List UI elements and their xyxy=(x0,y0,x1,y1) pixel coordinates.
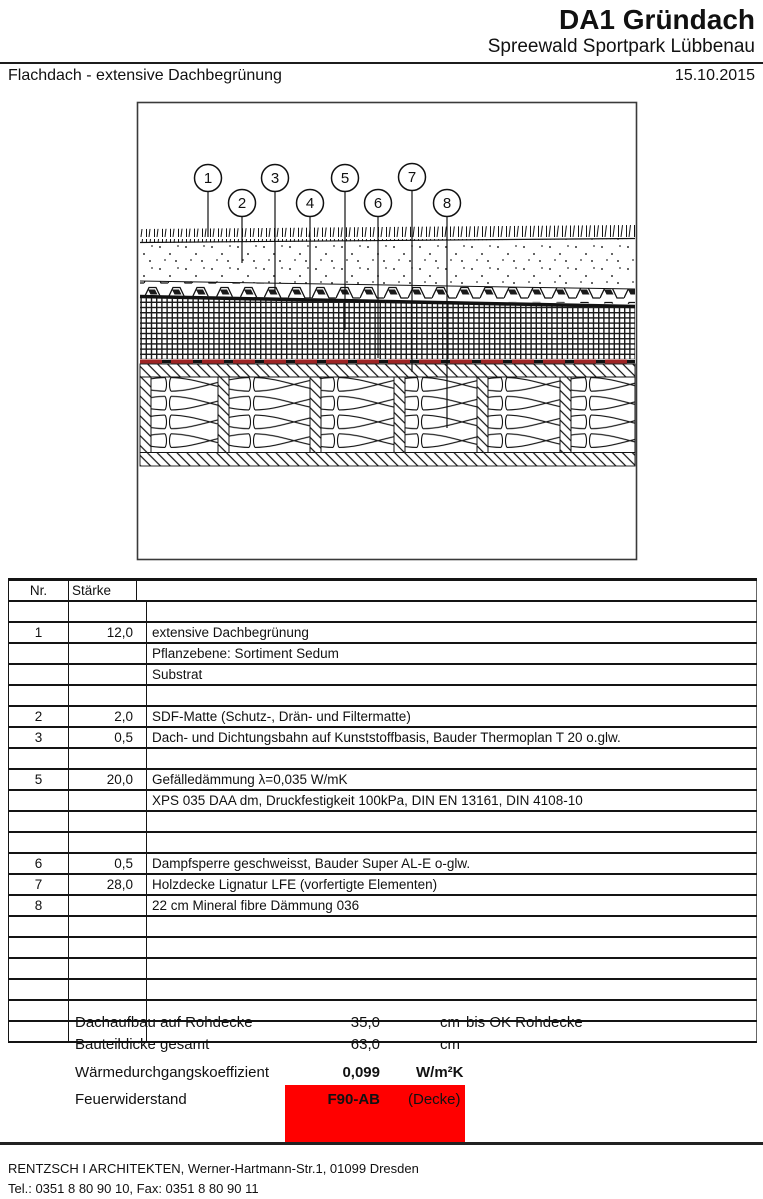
callout-number-5: 5 xyxy=(340,170,350,188)
table-row xyxy=(8,875,757,896)
cell-staerke xyxy=(69,749,147,768)
footer-divider xyxy=(0,1142,763,1145)
summary-unit: cm xyxy=(440,1014,460,1031)
cell-nr xyxy=(8,791,69,810)
cell-description: Holzdecke Lignatur LFE (vorfertigte Elementen) xyxy=(147,875,757,894)
layer-table xyxy=(8,578,757,1043)
table-row xyxy=(8,686,757,707)
callout-number-8: 8 xyxy=(442,195,452,213)
table-row xyxy=(8,812,757,833)
cell-description xyxy=(147,749,757,768)
roof-section-drawing xyxy=(133,98,640,562)
doc-title: Flachdach - extensive Dachbegrünung xyxy=(8,67,282,84)
table-row xyxy=(8,665,757,686)
cell-nr: 7 xyxy=(8,875,69,894)
cell-staerke xyxy=(69,917,147,936)
footer-address: RENTZSCH I ARCHITEKTEN, Werner-Hartmann-Str.1, 01099 Dresden xyxy=(8,1161,419,1176)
cell-nr: 2 xyxy=(8,707,69,726)
table-row xyxy=(8,833,757,854)
cell-description xyxy=(147,833,757,852)
table-row xyxy=(8,938,757,959)
summary-unit: W/m²K xyxy=(416,1064,464,1081)
cell-description: Gefälledämmung λ=0,035 W/mK xyxy=(147,770,757,789)
page-title: DA1 Gründach xyxy=(558,4,755,35)
cell-nr: 5 xyxy=(8,770,69,789)
layer-substrat xyxy=(140,239,635,289)
cell-staerke xyxy=(69,959,147,978)
cell-nr xyxy=(8,938,69,957)
cell-staerke: 28,0 xyxy=(69,875,147,894)
footer-phone: Tel.: 0351 8 80 90 10, Fax: 0351 8 80 90 11 xyxy=(8,1181,259,1196)
summary-value: 35,0 xyxy=(350,1014,380,1031)
col-header-desc xyxy=(137,581,757,600)
cell-nr xyxy=(8,602,69,621)
cell-nr: 8 xyxy=(8,896,69,915)
table-row xyxy=(8,854,757,875)
summary-label: Wärmedurchgangskoeffizient xyxy=(75,1064,269,1081)
cell-description xyxy=(147,959,757,978)
cell-staerke: 20,0 xyxy=(69,770,147,789)
table-row xyxy=(8,707,757,728)
cell-staerke: 0,5 xyxy=(69,728,147,747)
summary-unit: (Decke) xyxy=(408,1091,461,1108)
summary-value: F90-AB xyxy=(327,1091,380,1108)
callout-number-6: 6 xyxy=(373,195,383,213)
summary-label: Bauteildicke gesamt xyxy=(75,1036,210,1053)
table-row xyxy=(8,896,757,917)
cell-staerke xyxy=(69,602,147,621)
summary-label: Dachaufbau auf Rohdecke xyxy=(75,1014,253,1031)
cell-staerke xyxy=(69,938,147,957)
cell-staerke: 12,0 xyxy=(69,623,147,642)
table-row xyxy=(8,749,757,770)
cell-nr: 6 xyxy=(8,854,69,873)
cell-description xyxy=(147,938,757,957)
cell-nr xyxy=(8,812,69,831)
cell-description: 22 cm Mineral fibre Dämmung 036 xyxy=(147,896,757,915)
cell-nr xyxy=(8,665,69,684)
cell-description xyxy=(147,917,757,936)
callout-number-2: 2 xyxy=(237,195,247,213)
cell-staerke xyxy=(69,896,147,915)
cell-description: Dampfsperre geschweisst, Bauder Super AL-E o-glw. xyxy=(147,854,757,873)
cell-nr: 3 xyxy=(8,728,69,747)
doc-date: 15.10.2015 xyxy=(674,67,755,84)
cell-description xyxy=(147,812,757,831)
table-row xyxy=(8,791,757,812)
layer-table-body xyxy=(8,602,757,1043)
cell-staerke xyxy=(69,812,147,831)
summary-row xyxy=(0,1064,763,1084)
summary-extra: bis OK Rohdecke xyxy=(466,1014,583,1031)
cell-description: Substrat xyxy=(147,665,757,684)
cell-nr xyxy=(8,749,69,768)
summary-unit: cm xyxy=(440,1036,460,1053)
callout-number-4: 4 xyxy=(305,195,315,213)
header-divider xyxy=(0,62,763,64)
table-header-row xyxy=(8,581,757,602)
summary-label: Feuerwiderstand xyxy=(75,1091,187,1108)
cell-nr xyxy=(8,833,69,852)
callout-number-3: 3 xyxy=(270,170,280,188)
cell-staerke xyxy=(69,980,147,999)
table-row xyxy=(8,602,757,623)
cell-description: Pflanzebene: Sortiment Sedum xyxy=(147,644,757,663)
page-subtitle: Spreewald Sportpark Lübbenau xyxy=(487,36,755,57)
table-row xyxy=(8,959,757,980)
cell-staerke: 2,0 xyxy=(69,707,147,726)
table-row xyxy=(8,623,757,644)
cell-nr xyxy=(8,917,69,936)
summary-value: 63,0 xyxy=(350,1036,380,1053)
cell-staerke xyxy=(69,665,147,684)
table-row xyxy=(8,728,757,749)
cell-nr xyxy=(8,686,69,705)
table-row xyxy=(8,980,757,1001)
summary-row xyxy=(0,1036,763,1056)
cell-staerke xyxy=(69,833,147,852)
layer-holzdecke xyxy=(140,364,635,466)
cell-description: XPS 035 DAA dm, Druckfestigkeit 100kPa, DIN EN 13161, DIN 4108-10 xyxy=(147,791,757,810)
col-header-staerke: Stärke xyxy=(69,581,137,600)
cell-staerke xyxy=(69,791,147,810)
cell-staerke: 0,5 xyxy=(69,854,147,873)
cell-nr xyxy=(8,959,69,978)
summary-row xyxy=(0,1014,763,1034)
cell-description xyxy=(147,602,757,621)
cell-nr: 1 xyxy=(8,623,69,642)
cell-staerke xyxy=(69,686,147,705)
callout-number-1: 1 xyxy=(203,170,213,188)
cell-nr xyxy=(8,644,69,663)
cell-description xyxy=(147,686,757,705)
cell-description: Dach- und Dichtungsbahn auf Kunststoffbasis, Bauder Thermoplan T 20 o.glw. xyxy=(147,728,757,747)
cell-description: extensive Dachbegrünung xyxy=(147,623,757,642)
cell-description: SDF-Matte (Schutz-, Drän- und Filtermatte) xyxy=(147,707,757,726)
cell-nr xyxy=(8,980,69,999)
summary-value: 0,099 xyxy=(342,1064,380,1081)
callout-number-7: 7 xyxy=(407,169,417,187)
summary-section xyxy=(0,1014,763,1144)
cell-staerke xyxy=(69,644,147,663)
summary-row xyxy=(0,1091,763,1111)
layer-xps xyxy=(140,298,635,359)
cell-description xyxy=(147,980,757,999)
col-header-nr: Nr. xyxy=(8,581,69,600)
table-row xyxy=(8,770,757,791)
table-row xyxy=(8,917,757,938)
table-row xyxy=(8,644,757,665)
